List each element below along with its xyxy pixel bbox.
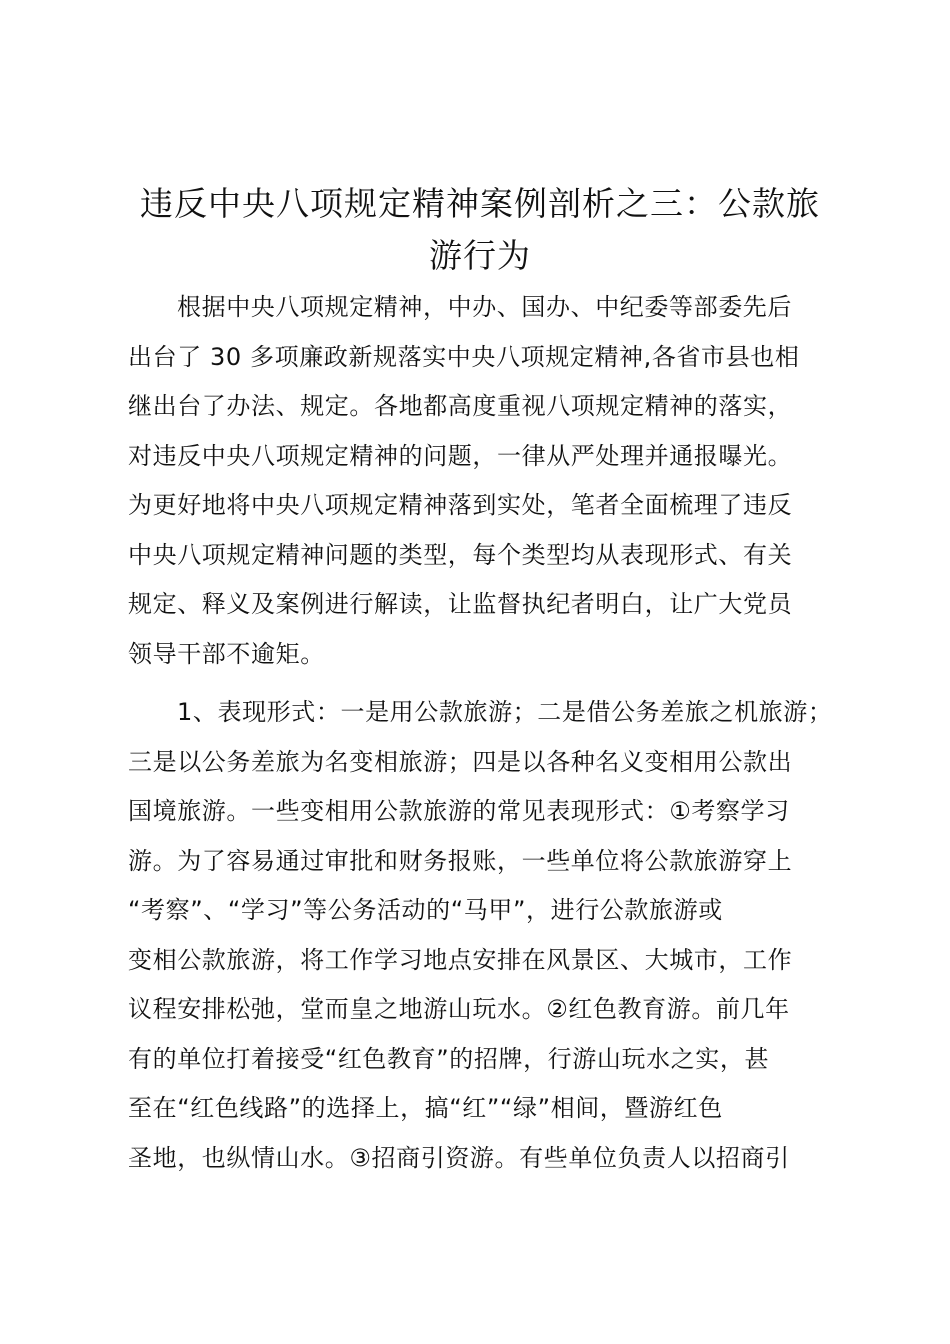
text-line: “考察”、“学习”等公务活动的“马甲”，进行公款旅游或 — [128, 896, 723, 924]
text-line: 出台了 30 多项廉政新规落实中央八项规定精神,各省市县也相 — [128, 342, 800, 371]
text-line: 国境旅游。一些变相用公款旅游的常见表现形式：①考察学习 — [128, 797, 790, 825]
text-line: 三是以公务差旅为名变相旅游；四是以各种名义变相用公款出 — [128, 747, 793, 776]
text-line: 继出台了办法、规定。各地都高度重视八项规定精神的落实， — [128, 392, 793, 420]
text-line: 游。为了容易通过审批和财务报账，一些单位将公款旅游穿上 — [128, 846, 793, 875]
text-line: 至在“红色线路”的选择上，搞“红”“绿”相间，暨游红色 — [128, 1094, 723, 1122]
text-line: 圣地，也纵情山水。③招商引资游。有些单位负责人以招商引 — [128, 1143, 790, 1172]
text-line: 1、表现形式：一是用公款旅游；二是借公务差旅之机旅游； — [177, 698, 833, 726]
text-line: 变相公款旅游，将工作学习地点安排在风景区、大城市，工作 — [128, 945, 793, 974]
title-line: 违反中央八项规定精神案例剖析之三：公款旅 — [140, 184, 820, 223]
paragraph-intro — [128, 283, 838, 679]
document-body — [128, 283, 838, 1183]
document-title — [128, 178, 832, 282]
text-line: 领导干部不逾矩。 — [128, 639, 325, 668]
text-line: 为更好地将中央八项规定精神落到实处，笔者全面梳理了违反 — [128, 491, 793, 519]
text-line: 中央八项规定精神问题的类型，每个类型均从表现形式、有关 — [128, 540, 793, 569]
paragraph-forms — [128, 688, 838, 1183]
text-line: 规定、释义及案例进行解读，让监督执纪者明白，让广大党员 — [128, 590, 793, 618]
text-line: 有的单位打着接受“红色教育”的招牌，行游山玩水之实，甚 — [128, 1044, 770, 1073]
text-line: 根据中央八项规定精神，中办、国办、中纪委等部委先后 — [177, 293, 792, 321]
text-line: 议程安排松弛，堂而皇之地游山玩水。②红色教育游。前几年 — [128, 995, 790, 1023]
text-line: 对违反中央八项规定精神的问题，一律从严处理并通报曝光。 — [128, 441, 793, 470]
title-line: 游行为 — [429, 236, 531, 275]
